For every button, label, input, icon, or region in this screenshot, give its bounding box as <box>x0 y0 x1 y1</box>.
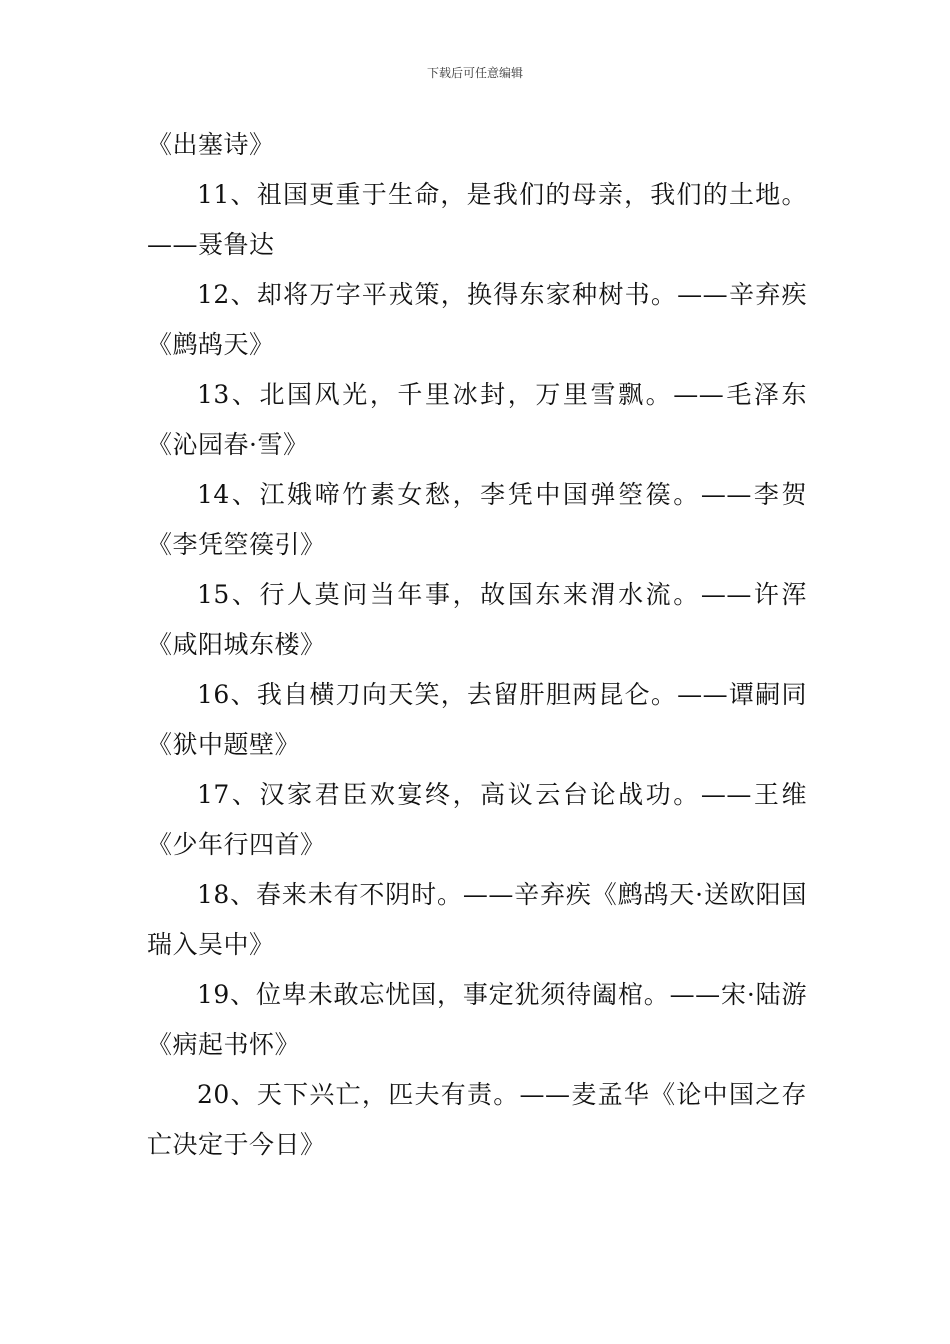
paragraph-quote-11: 11、祖国更重于生命，是我们的母亲，我们的土地。——聂鲁达 <box>147 180 807 259</box>
paragraph-quote-15: 15、行人莫问当年事，故国东来渭水流。——许浑《咸阳城东楼》 <box>147 580 807 659</box>
paragraph-quote-19: 19、位卑未敢忘忧国，事定犹须待阖棺。——宋·陆游《病起书怀》 <box>147 980 807 1059</box>
paragraph-quote-12: 12、却将万字平戎策，换得东家种树书。——辛弃疾《鹧鸪天》 <box>147 280 807 359</box>
paragraph-quote-14: 14、江娥啼竹素女愁，李凭中国弹箜篌。——李贺《李凭箜篌引》 <box>147 480 807 559</box>
header-note: 下载后可任意编辑 <box>426 66 523 80</box>
paragraph-quote-13: 13、北国风光，千里冰封，万里雪飘。——毛泽东《沁园春·雪》 <box>147 380 807 459</box>
paragraph-quote-16: 16、我自横刀向天笑，去留肝胆两昆仑。——谭嗣同《狱中题壁》 <box>147 680 807 759</box>
document-body <box>147 120 807 1170</box>
paragraph-quote-17: 17、汉家君臣欢宴终，高议云台论战功。——王维《少年行四首》 <box>147 780 807 859</box>
paragraph-quote-20: 20、天下兴亡，匹夫有责。——麦孟华《论中国之存亡决定于今日》 <box>147 1080 807 1159</box>
paragraph-continuation: 《出塞诗》 <box>147 130 275 159</box>
paragraph-quote-18: 18、春来未有不阴时。——辛弃疾《鹧鸪天·送欧阳国瑞入吴中》 <box>147 880 807 959</box>
